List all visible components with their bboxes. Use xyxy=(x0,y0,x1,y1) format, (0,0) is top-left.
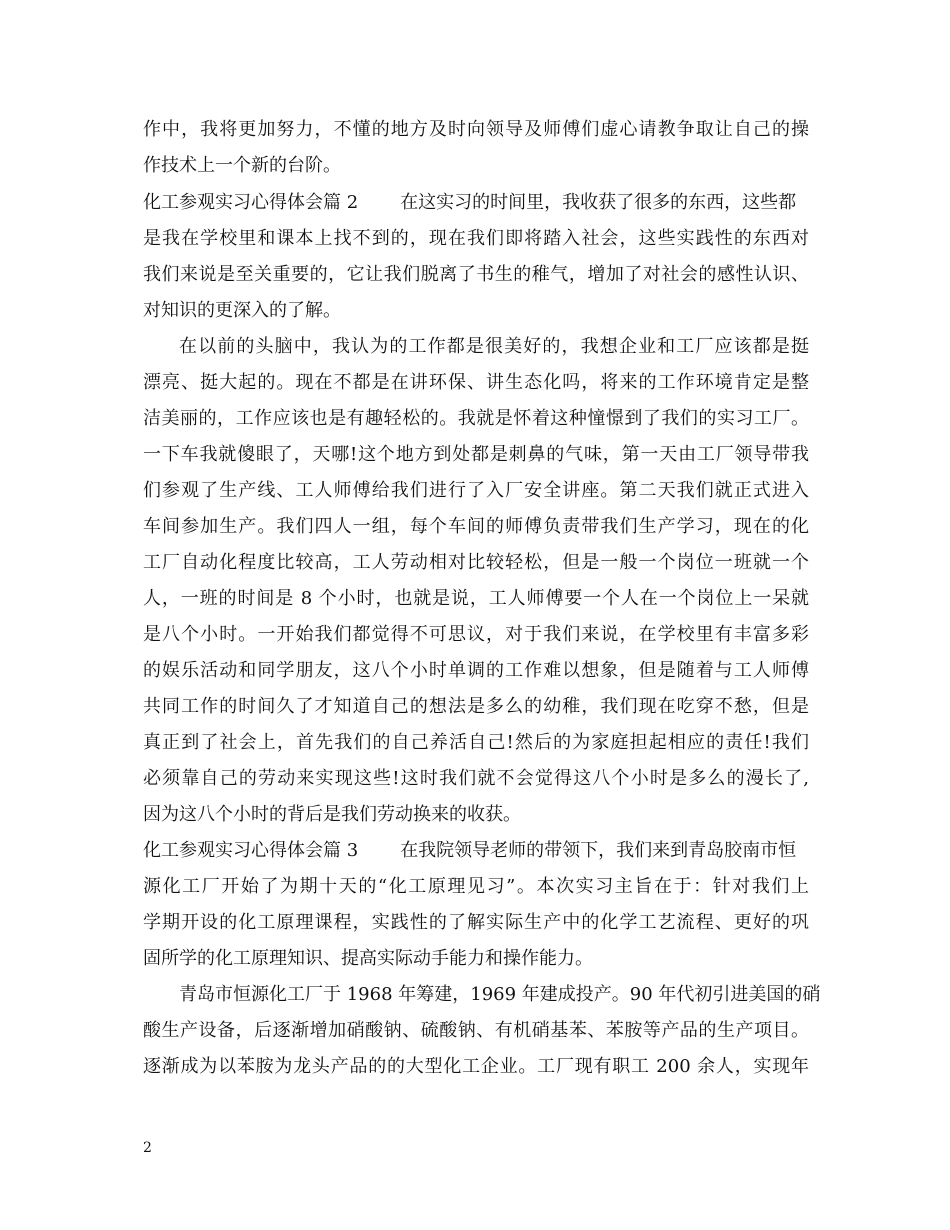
paragraph-line: 我们来说是至关重要的，它让我们脱离了书生的稚气，增加了对社会的感性认识、 xyxy=(143,264,809,285)
section-heading-line xyxy=(143,192,796,214)
paragraph-line: 在以前的头脑中，我认为的工作都是很美好的，我想企业和工厂应该都是挺 xyxy=(179,336,809,357)
paragraph-line: 是我在学校里和课本上找不到的，现在我们即将踏入社会，这些实践性的东西对 xyxy=(143,228,809,249)
paragraph-line: 是八个小时。一开始我们都觉得不可思议，对于我们来说，在学校里有丰富多彩 xyxy=(143,624,809,645)
paragraph-line: 必须靠自己的劳动来实现这些!这时我们就不会觉得这八个小时是多么的漫长了, xyxy=(143,768,809,789)
paragraph-line: 们参观了生产线、工人师傅给我们进行了入厂安全讲座。第二天我们就正式进入 xyxy=(143,480,809,501)
paragraph-line: 对知识的更深入的了解。 xyxy=(143,300,341,321)
paragraph-line: 学期开设的化工原理课程，实践性的了解实际生产中的化学工艺流程、更好的巩 xyxy=(143,912,809,933)
paragraph-line: 共同工作的时间久了才知道自己的想法是多么的幼稚，我们现在吃穿不愁，但是 xyxy=(143,696,809,717)
paragraph-line: 车间参加生产。我们四人一组，每个车间的师傅负责带我们生产学习，现在的化 xyxy=(143,516,809,537)
paragraph-line: 真正到了社会上，首先我们的自己养活自己!然后的为家庭担起相应的责任!我们 xyxy=(143,732,809,753)
paragraph-line: 作技术上一个新的台阶。 xyxy=(143,155,341,176)
page-number: 2 xyxy=(143,1140,152,1156)
paragraph-line: 一下车我就傻眼了，天哪!这个地方到处都是刺鼻的气味，第一天由工厂领导带我 xyxy=(143,444,809,465)
paragraph-line: 漂亮、挺大起的。现在不都是在讲环保、讲生态化吗，将来的工作环境肯定是整 xyxy=(143,372,809,393)
paragraph-line: 青岛市恒源化工厂于 1968 年筹建，1969 年建成投产。90 年代初引进美国的硝 xyxy=(179,984,821,1005)
section-title: 化工参观实习心得体会篇 2 xyxy=(143,192,359,213)
section-lead-text: 在这实习的时间里，我收获了很多的东西，这些都 xyxy=(400,192,797,213)
paragraph-line: 人，一班的时间是 8 个小时，也就是说，工人师傅要一个人在一个岗位上一呆就 xyxy=(143,588,809,609)
paragraph-line: 因为这八个小时的背后是我们劳动换来的收获。 xyxy=(143,804,521,825)
paragraph-line: 工厂自动化程度比较高，工人劳动相对比较轻松，但是一般一个岗位一班就一个 xyxy=(143,552,809,573)
paragraph-line: 酸生产设备，后逐渐增加硝酸钠、硫酸钠、有机硝基苯、苯胺等产品的生产项目。 xyxy=(143,1020,809,1041)
section-title: 化工参观实习心得体会篇 3 xyxy=(143,840,359,861)
paragraph-line: 源化工厂开始了为期十天的“化工原理见习”。本次实习主旨在于：针对我们上 xyxy=(143,876,809,897)
paragraph-line: 作中，我将更加努力，不懂的地方及时向领导及师傅们虚心请教争取让自己的操 xyxy=(143,119,809,140)
section-lead-text: 在我院领导老师的带领下，我们来到青岛胶南市恒 xyxy=(400,840,797,861)
paragraph-line: 的娱乐活动和同学朋友，这八个小时单调的工作难以想象，但是随着与工人师傅 xyxy=(143,660,809,681)
paragraph-line: 洁美丽的，工作应该也是有趣轻松的。我就是怀着这种憧憬到了我们的实习工厂。 xyxy=(143,408,809,429)
paragraph-line: 逐渐成为以苯胺为龙头产品的的大型化工企业。工厂现有职工 200 余人，实现年 xyxy=(143,1056,809,1077)
paragraph-line: 固所学的化工原理知识、提高实际动手能力和操作能力。 xyxy=(143,948,593,969)
section-heading-line xyxy=(143,840,796,862)
